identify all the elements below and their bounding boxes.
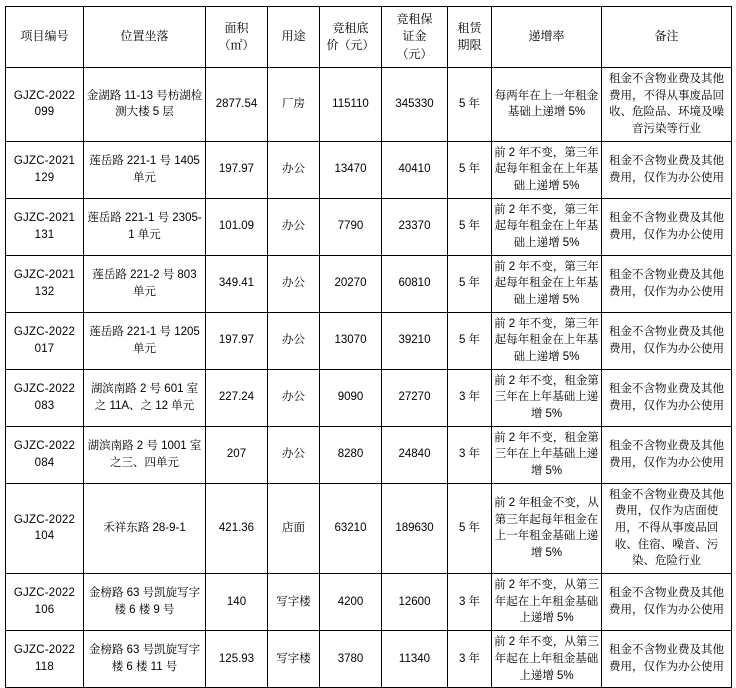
column-header-project-id: 项目编号 [6, 7, 84, 68]
cell-deposit: 40410 [382, 141, 448, 198]
cell-project-id: GJZC-2022 104 [6, 483, 84, 573]
cell-base-price: 9090 [320, 369, 382, 426]
cell-area: 207 [206, 426, 268, 483]
cell-use: 店面 [268, 483, 320, 573]
cell-deposit: 189630 [382, 483, 448, 573]
column-header-area: 面积 （㎡） [206, 7, 268, 68]
cell-note: 租金不含物业费及其他费用，仅作为店面使用，不得从事废品回收、住宿、噪音、污染、危险行业 [602, 483, 732, 573]
cell-increase-rate: 前 2 年不变，租金第三年在上年基础上递增 5% [492, 369, 602, 426]
cell-location: 湖滨南路 2 号 601 室之 11A、之 12 单元 [84, 369, 206, 426]
cell-deposit: 27270 [382, 369, 448, 426]
table-row [6, 198, 732, 255]
cell-deposit: 12600 [382, 574, 448, 631]
cell-location: 禾祥东路 28-9-1 [84, 483, 206, 573]
cell-location: 湖滨南路 2 号 1001 室之三、四单元 [84, 426, 206, 483]
table-header-row [6, 7, 732, 68]
cell-use: 办公 [268, 369, 320, 426]
cell-location: 莲岳路 221-1 号 2305-1 单元 [84, 198, 206, 255]
cell-base-price: 115110 [320, 68, 382, 142]
cell-project-id: GJZC-2022 017 [6, 312, 84, 369]
cell-increase-rate: 每两年在上一年租金基础上递增 5% [492, 68, 602, 142]
cell-project-id: GJZC-2021 132 [6, 255, 84, 312]
cell-location: 金榜路 63 号凯旋写字楼 6 楼 11 号 [84, 631, 206, 688]
table-row [6, 255, 732, 312]
cell-term: 5 年 [448, 312, 492, 369]
cell-area: 2877.54 [206, 68, 268, 142]
cell-note: 租金不含物业费及其他费用，不得从事废品回收、危险品、环境及噪音污染等行业 [602, 68, 732, 142]
table-row [6, 141, 732, 198]
cell-base-price: 13070 [320, 312, 382, 369]
cell-project-id: GJZC-2021 129 [6, 141, 84, 198]
cell-location: 金榜路 63 号凯旋写字楼 6 楼 9 号 [84, 574, 206, 631]
cell-location: 金湖路 11-13 号枋湖检测大楼 5 层 [84, 68, 206, 142]
cell-use: 写字楼 [268, 631, 320, 688]
cell-project-id: GJZC-2022 106 [6, 574, 84, 631]
cell-note: 租金不含物业费及其他费用，仅作为办公使用 [602, 574, 732, 631]
cell-location: 莲岳路 221-2 号 803 单元 [84, 255, 206, 312]
column-header-note: 备注 [602, 7, 732, 68]
cell-area: 421.36 [206, 483, 268, 573]
cell-term: 3 年 [448, 631, 492, 688]
cell-increase-rate: 前 2 年不变，从第三年起在上年租金基础上递增 5% [492, 631, 602, 688]
table-row [6, 369, 732, 426]
cell-area: 125.93 [206, 631, 268, 688]
cell-deposit: 39210 [382, 312, 448, 369]
cell-note: 租金不含物业费及其他费用，仅作为办公使用 [602, 312, 732, 369]
table-row [6, 631, 732, 688]
cell-term: 3 年 [448, 426, 492, 483]
cell-project-id: GJZC-2021 131 [6, 198, 84, 255]
column-header-location: 位置坐落 [84, 7, 206, 68]
column-header-deposit: 竞租保 证金 （元） [382, 7, 448, 68]
cell-term: 5 年 [448, 483, 492, 573]
cell-base-price: 13470 [320, 141, 382, 198]
cell-base-price: 3780 [320, 631, 382, 688]
cell-note: 租金不含物业费及其他费用，仅作为办公使用 [602, 141, 732, 198]
cell-project-id: GJZC-2022 083 [6, 369, 84, 426]
cell-location: 莲岳路 221-1 号 1405 单元 [84, 141, 206, 198]
cell-project-id: GJZC-2022 099 [6, 68, 84, 142]
cell-use: 办公 [268, 198, 320, 255]
cell-use: 办公 [268, 312, 320, 369]
cell-deposit: 23370 [382, 198, 448, 255]
cell-increase-rate: 前 2 年不变，第三年起每年租金在上年基础上递增 5% [492, 198, 602, 255]
table-row [6, 426, 732, 483]
cell-note: 租金不含物业费及其他费用，仅作为办公使用 [602, 631, 732, 688]
cell-area: 227.24 [206, 369, 268, 426]
cell-base-price: 4200 [320, 574, 382, 631]
table-body [6, 68, 732, 688]
cell-location: 莲岳路 221-1 号 1205 单元 [84, 312, 206, 369]
cell-use: 写字楼 [268, 574, 320, 631]
cell-deposit: 345330 [382, 68, 448, 142]
cell-deposit: 11340 [382, 631, 448, 688]
table-row [6, 483, 732, 573]
cell-area: 197.97 [206, 312, 268, 369]
cell-deposit: 24840 [382, 426, 448, 483]
cell-note: 租金不含物业费及其他费用，仅作为办公使用 [602, 198, 732, 255]
cell-note: 租金不含物业费及其他费用，仅作为办公使用 [602, 255, 732, 312]
cell-term: 5 年 [448, 141, 492, 198]
table-row [6, 574, 732, 631]
cell-area: 197.97 [206, 141, 268, 198]
cell-term: 5 年 [448, 255, 492, 312]
column-header-term: 租赁 期限 [448, 7, 492, 68]
cell-increase-rate: 前 2 年不变，租金第三年在上年基础上递增 5% [492, 426, 602, 483]
cell-project-id: GJZC-2022 118 [6, 631, 84, 688]
cell-base-price: 20270 [320, 255, 382, 312]
cell-term: 5 年 [448, 68, 492, 142]
column-header-base-price: 竞租底 价（元） [320, 7, 382, 68]
cell-note: 租金不含物业费及其他费用，仅作为办公使用 [602, 369, 732, 426]
cell-base-price: 63210 [320, 483, 382, 573]
cell-area: 349.41 [206, 255, 268, 312]
table-header [6, 7, 732, 68]
table-row [6, 312, 732, 369]
column-header-increase-rate: 递增率 [492, 7, 602, 68]
cell-term: 5 年 [448, 198, 492, 255]
cell-term: 3 年 [448, 369, 492, 426]
cell-increase-rate: 前 2 年不变，从第三年起在上年租金基础上递增 5% [492, 574, 602, 631]
column-header-use: 用途 [268, 7, 320, 68]
cell-note: 租金不含物业费及其他费用，仅作为办公使用 [602, 426, 732, 483]
cell-increase-rate: 前 2 年不变，第三年起每年租金在上年基础上递增 5% [492, 312, 602, 369]
cell-increase-rate: 前 2 年租金不变，从第三年起每年租金在上一年租金基础上递增 5% [492, 483, 602, 573]
cell-project-id: GJZC-2022 084 [6, 426, 84, 483]
cell-increase-rate: 前 2 年不变，第三年起每年租金在上年基础上递增 5% [492, 255, 602, 312]
cell-area: 140 [206, 574, 268, 631]
cell-use: 办公 [268, 255, 320, 312]
cell-base-price: 7790 [320, 198, 382, 255]
table-row [6, 68, 732, 142]
cell-use: 办公 [268, 141, 320, 198]
cell-term: 3 年 [448, 574, 492, 631]
cell-deposit: 60810 [382, 255, 448, 312]
cell-use: 厂房 [268, 68, 320, 142]
lease-listing-table [5, 6, 732, 688]
cell-increase-rate: 前 2 年不变，第三年起每年租金在上年基础上递增 5% [492, 141, 602, 198]
cell-area: 101.09 [206, 198, 268, 255]
cell-use: 办公 [268, 426, 320, 483]
cell-base-price: 8280 [320, 426, 382, 483]
